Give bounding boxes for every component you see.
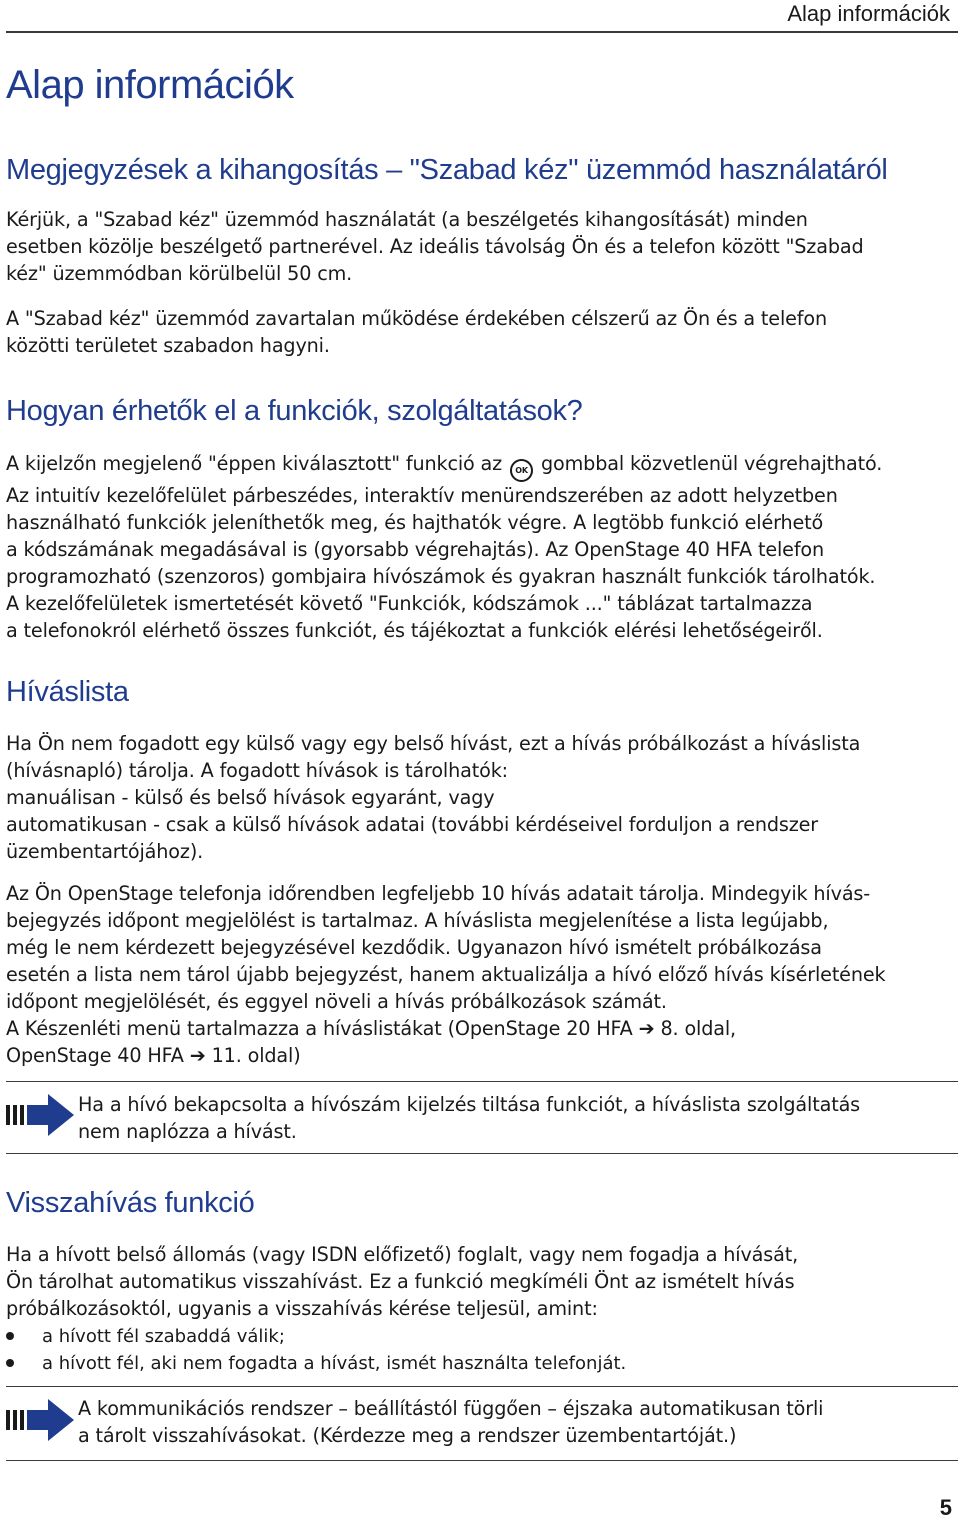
running-header: Alap információk bbox=[787, 1, 950, 26]
list-item-text: a hívott fél, aki nem fogadta a hívást, ismét használta telefonját. bbox=[42, 1353, 627, 1374]
text-fragment: 11. oldal) bbox=[211, 1044, 301, 1067]
page-number: 5 bbox=[939, 1495, 952, 1520]
list-item bbox=[6, 1323, 956, 1350]
text-line: még le nem kérdezett bejegyzésével kezdődik. Ugyanazon hívó ismételt próbálkozása bbox=[6, 936, 822, 959]
bullet-icon bbox=[6, 1332, 14, 1340]
text-line: esetben közölje beszélgető partnerével. Az ideális távolság Ön és a telefon között "Szabad bbox=[6, 235, 864, 258]
callback-paragraph bbox=[6, 1241, 956, 1322]
text-line: Ha a hívott belső állomás (vagy ISDN előfizető) foglalt, vagy nem fogadja a hívását, bbox=[6, 1243, 799, 1266]
text-fragment: gombbal közvetlenül végrehajtható. bbox=[541, 452, 883, 475]
text-line: A kommunikációs rendszer – beállítástól függően – éjszaka automatikusan törli bbox=[78, 1397, 824, 1420]
text-line: manuálisan - külső és belső hívások egyaránt, vagy bbox=[6, 786, 495, 809]
text-line: (hívásnapló) tárolja. A fogadott hívások is tárolhatók: bbox=[6, 759, 508, 782]
text-line: próbálkozásoktól, ugyanis a visszahívás kérése teljesül, amint: bbox=[6, 1297, 598, 1320]
text-line: a tárolt visszahívásokat. (Kérdezze meg a rendszer üzembentartóját.) bbox=[78, 1424, 737, 1447]
text-line: a kódszámának megadásával is (gyorsabb végrehajtás). Az OpenStage 40 HFA telefon bbox=[6, 538, 825, 561]
text-line: Az Ön OpenStage telefonja időrendben legfeljebb 10 hívás adatait tárolja. Mindegyik hívás- bbox=[6, 882, 871, 905]
page-title: Alap információk bbox=[6, 63, 294, 107]
bullet-icon bbox=[6, 1359, 14, 1367]
text-line: Ha Ön nem fogadott egy külső vagy egy belső hívást, ezt a hívás próbálkozást a híváslista bbox=[6, 732, 861, 755]
note-arrow-icon bbox=[4, 1092, 76, 1138]
ok-key-label: OK bbox=[515, 466, 528, 475]
calllist-paragraph-2 bbox=[6, 880, 956, 1069]
calllist-heading: Híváslista bbox=[6, 676, 129, 708]
arrow-right-icon: ➔ bbox=[638, 1017, 655, 1040]
text-line: esetén a lista nem tárol újabb bejegyzést, hanem aktualizálja a hívó előző hívás kísérletének bbox=[6, 963, 886, 986]
calllist-paragraph-1 bbox=[6, 730, 956, 865]
handsfree-paragraph-1 bbox=[6, 206, 956, 287]
calllist-note bbox=[78, 1091, 958, 1145]
ok-key-icon bbox=[510, 459, 533, 482]
note-bottom-rule bbox=[6, 1153, 958, 1154]
arrow-right-icon: ➔ bbox=[189, 1044, 206, 1067]
handsfree-heading: Megjegyzések a kihangosítás – "Szabad kéz" üzemmód használatáról bbox=[6, 154, 888, 186]
text-line: A "Szabad kéz" üzemmód zavartalan működése érdekében célszerű az Ön és a telefon bbox=[6, 307, 827, 330]
text-line: kéz" üzemmódban körülbelül 50 cm. bbox=[6, 262, 353, 285]
functions-heading: Hogyan érhetők el a funkciók, szolgáltatások? bbox=[6, 395, 583, 427]
callback-heading: Visszahívás funkció bbox=[6, 1187, 255, 1219]
text-line: közötti területet szabadon hagyni. bbox=[6, 334, 330, 357]
note-top-rule bbox=[6, 1386, 958, 1387]
text-line: automatikusan - csak a külső hívások adatai (további kérdéseivel forduljon a rendszer bbox=[6, 813, 819, 836]
handsfree-paragraph-2 bbox=[6, 305, 956, 359]
text-fragment: A kijelzőn megjelenő "éppen kiválasztott" funkció az bbox=[6, 452, 503, 475]
note-bottom-rule bbox=[6, 1460, 958, 1461]
text-line: Ön tárolhat automatikus visszahívást. Ez a funkció megkíméli Önt az ismételt hívás bbox=[6, 1270, 795, 1293]
text-line: Az intuitív kezelőfelület párbeszédes, interaktív menürendszerében az adott helyzetben bbox=[6, 484, 838, 507]
text-line: üzembentartójához). bbox=[6, 840, 204, 863]
functions-paragraph bbox=[6, 450, 956, 644]
text-line: nem naplózza a hívást. bbox=[78, 1120, 297, 1143]
note-arrow-icon bbox=[4, 1397, 76, 1443]
text-line: programozható (szenzoros) gombjaira hívószámok és gyakran használt funkciók tárolhatók. bbox=[6, 565, 876, 588]
text-line bbox=[6, 1042, 956, 1069]
text-line: Ha a hívó bekapcsolta a hívószám kijelzés tiltása funkciót, a híváslista szolgáltatás bbox=[78, 1093, 861, 1116]
text-line: Kérjük, a "Szabad kéz" üzemmód használatát (a beszélgetés kihangosítását) minden bbox=[6, 208, 808, 231]
text-line: bejegyzés időpont megjelölést is tartalmaz. A híváslista megjelenítése a lista legújabb, bbox=[6, 909, 829, 932]
note-top-rule bbox=[6, 1081, 958, 1082]
text-line: használható funkciók jeleníthetők meg, és hajthatók végre. A legtöbb funkció elérhető bbox=[6, 511, 824, 534]
text-line: időpont megjelölését, és eggyel növeli a hívás próbálkozások számát. bbox=[6, 990, 667, 1013]
text-line bbox=[6, 450, 956, 482]
list-item bbox=[6, 1350, 956, 1377]
callback-note bbox=[78, 1395, 958, 1449]
text-fragment: A Készenléti menü tartalmazza a híváslistákat (OpenStage 20 HFA bbox=[6, 1017, 633, 1040]
header-rule bbox=[6, 31, 958, 33]
text-fragment: 8. oldal, bbox=[660, 1017, 736, 1040]
text-line: A kezelőfelületek ismertetését követő "Funkciók, kódszámok ..." táblázat tartalmazza bbox=[6, 592, 813, 615]
list-item-text: a hívott fél szabaddá válik; bbox=[42, 1326, 285, 1347]
text-fragment: OpenStage 40 HFA bbox=[6, 1044, 184, 1067]
text-line bbox=[6, 1015, 956, 1042]
text-line: a telefonokról elérhető összes funkciót, és tájékoztat a funkciók elérési lehetőségeiről. bbox=[6, 619, 823, 642]
